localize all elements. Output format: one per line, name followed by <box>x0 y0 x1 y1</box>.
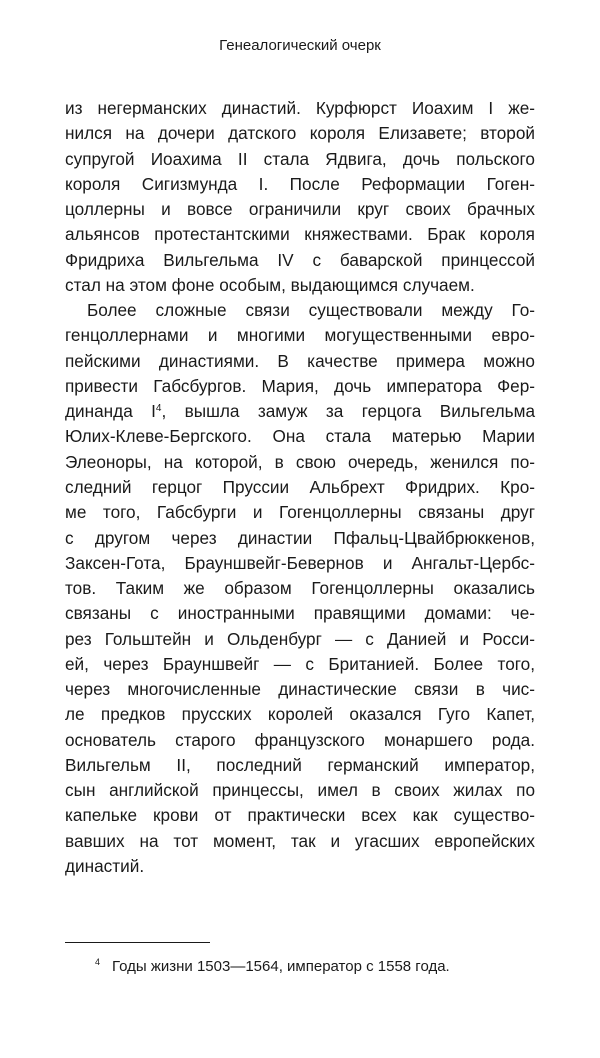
text-line: связаны с иностранными правящими домами: че- <box>65 603 535 624</box>
text-fragment: , вышла замуж за герцога Вильгельма <box>161 401 536 422</box>
text-line: основатель старого французского монаршего рода. <box>65 729 535 750</box>
text-line: ме того, Габсбурги и Гогенцоллерны связаны друг <box>65 502 535 523</box>
text-line: Фридриха Вильгельма IV с баварской принцессой <box>65 249 535 270</box>
text-line: капельке крови от практически всех как существо- <box>65 805 535 826</box>
body-text <box>65 96 535 879</box>
text-line: сын английской принцессы, имел в своих жилах по <box>65 780 535 801</box>
footnote-reference[interactable]: 4 <box>155 403 162 415</box>
text-line <box>65 399 535 424</box>
footnote-divider <box>65 942 210 943</box>
text-line: из негерманских династий. Курфюрст Иоахим I же- <box>65 98 535 118</box>
text-line: рез Гольштейн и Ольденбург — с Данией и Росси- <box>65 628 535 649</box>
text-line: ле предков прусских королей оказался Гуго Капет, <box>65 704 535 725</box>
text-line: Вильгельм II, последний германский император, <box>65 754 535 775</box>
text-line: с другом через династии Пфальц-Цвайбрюккенов, <box>65 527 535 548</box>
text-line: пейскими династиями. В качестве примера можно <box>65 350 535 371</box>
text-line: следний герцог Пруссии Альбрехт Фридрих. Кро- <box>65 476 535 497</box>
running-header: Генеалогический очерк <box>219 37 381 54</box>
footnote-marker: 4 <box>95 957 101 967</box>
text-line: цоллерны и вовсе ограничили круг своих брачных <box>65 199 535 220</box>
text-line: через многочисленные династические связи в чис- <box>65 679 535 700</box>
text-line: Юлих-Клеве-Бергского. Она стала матерью Марии <box>65 426 535 447</box>
text-fragment: динанда I <box>65 401 156 422</box>
text-line: ей, через Брауншвейг — с Британией. Более того, <box>65 653 535 674</box>
text-line: короля Сигизмунда I. После Реформации Гоген- <box>65 173 535 194</box>
text-line: Заксен-Гота, Брауншвейг-Бевернов и Ангальт-Цербс- <box>65 552 535 573</box>
text-line: Более сложные связи существовали между Го- <box>87 300 535 321</box>
text-line: привести Габсбургов. Мария, дочь императора Фер- <box>65 375 535 396</box>
text-line: Элеоноры, на которой, в свою очередь, женился по- <box>65 451 535 472</box>
text-line: супругой Иоахима II стала Ядвига, дочь польского <box>65 148 535 169</box>
text-line: альянсов протестантскими княжествами. Брак короля <box>65 224 535 245</box>
text-line: династий. <box>65 855 145 876</box>
text-line: нился на дочери датского короля Елизавете; второй <box>65 123 535 144</box>
footnote-text: Годы жизни 1503—1564, император с 1558 года. <box>112 958 450 975</box>
text-line: вавших на тот момент, так и угасших европейских <box>65 830 535 851</box>
text-line: тов. Таким же образом Гогенцоллерны оказались <box>65 578 535 599</box>
text-line: генцоллернами и многими могущественными евро- <box>65 325 535 346</box>
footnote <box>95 958 450 975</box>
text-line: стал на этом фоне особым, выдающимся случаем. <box>65 274 475 295</box>
